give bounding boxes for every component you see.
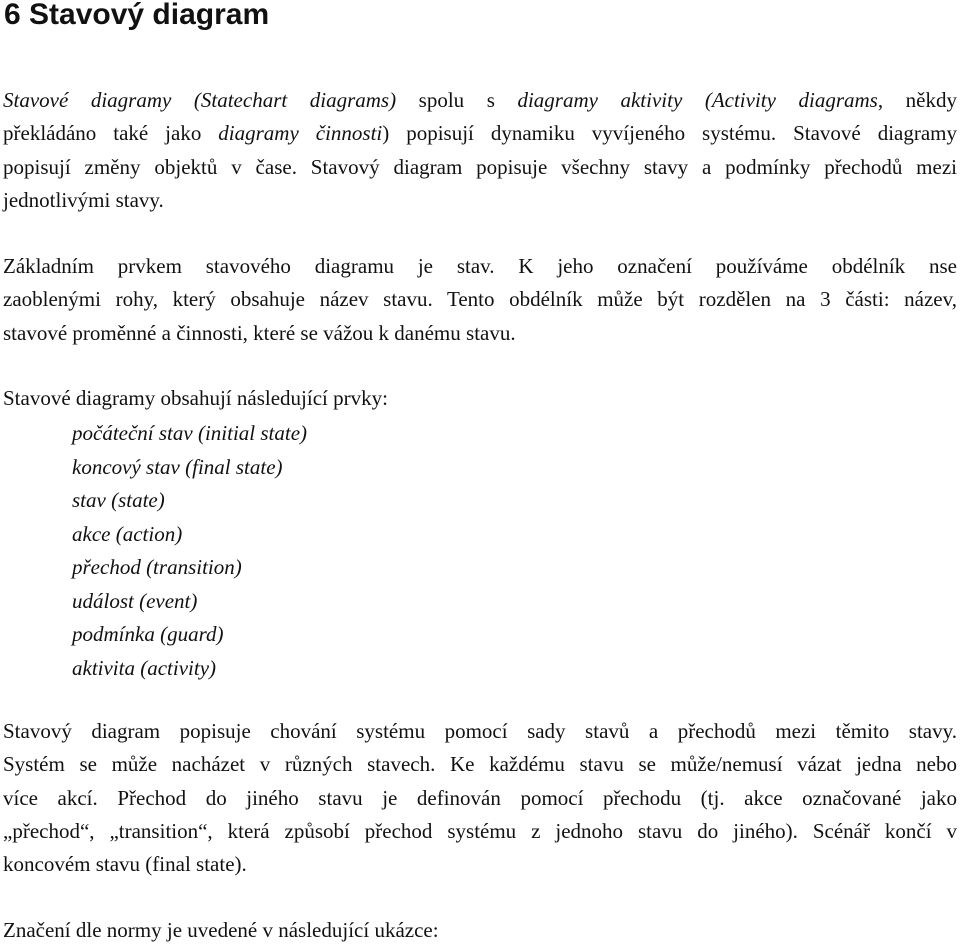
list-item: akce (action) — [72, 521, 183, 546]
text-run: překládáno také jako — [3, 121, 219, 146]
paragraph-line: Systém se může nacházet v různých stavech. Ke každému stavu se může/nemusí vázat jedna nebo — [3, 752, 957, 777]
list-item: aktivita (activity) — [72, 655, 217, 680]
paragraph-line: Značení dle normy je uvedené v následující ukázce: — [3, 918, 439, 942]
italic-term: Stavové diagramy (Statechart diagrams) — [3, 88, 397, 112]
paragraph-line: „přechod“, „transition“, která způsobí přechod systému z jednoho stavu do jiného). Scénář končí v — [3, 818, 957, 843]
text-run: , někdy — [877, 88, 957, 112]
state-element-paragraph — [3, 250, 957, 350]
list-item: událost (event) — [72, 588, 198, 613]
list-item: počáteční stav (initial state) — [72, 421, 308, 445]
paragraph-line — [3, 84, 957, 117]
behavior-paragraph — [3, 715, 957, 881]
text-run: spolu s — [396, 88, 518, 112]
notation-paragraph — [3, 914, 957, 947]
paragraph-line: zaoblenými rohy, který obsahuje název stavu. Tento obdélník může být rozdělen na 3 části: název, — [3, 287, 957, 312]
paragraph-line — [3, 117, 957, 150]
paragraph-line: Základním prvkem stavového diagramu je stav. K jeho označení používáme obdélník nse — [3, 254, 957, 278]
paragraph-line: popisují změny objektů v čase. Stavový diagram popisuje všechny stavy a podmínky přechodů mezi — [3, 154, 957, 179]
diagram-elements-list — [72, 417, 307, 685]
list-item: přechod (transition) — [72, 555, 242, 579]
paragraph-line: koncovém stavu (final state). — [3, 852, 247, 877]
paragraph-line: více akcí. Přechod do jiného stavu je definován pomocí přechodu (tj. akce označované jako — [3, 785, 957, 810]
list-item: stav (state) — [72, 488, 165, 512]
paragraph-line: Stavový diagram popisuje chování systému pomocí sady stavů a přechodů mezi těmito stavy. — [3, 719, 957, 743]
section-heading: 6 Stavový diagram — [4, 0, 270, 31]
text-run: ) popisují dynamiku vyvíjeného systému. Stavové diagramy — [382, 121, 958, 146]
italic-term: diagramy aktivity (Activity diagrams — [517, 88, 878, 112]
intro-paragraph — [3, 84, 957, 217]
list-item: koncový stav (final state) — [72, 454, 283, 479]
italic-term: diagramy činnosti — [218, 121, 383, 146]
list-intro-paragraph — [3, 382, 957, 415]
paragraph-line: Stavové diagramy obsahují následující prvky: — [3, 386, 388, 410]
list-item: podmínka (guard) — [72, 622, 224, 646]
paragraph-line: jednotlivými stavy. — [3, 187, 164, 212]
paragraph-line: stavové proměnné a činnosti, které se vážou k danému stavu. — [3, 320, 516, 345]
